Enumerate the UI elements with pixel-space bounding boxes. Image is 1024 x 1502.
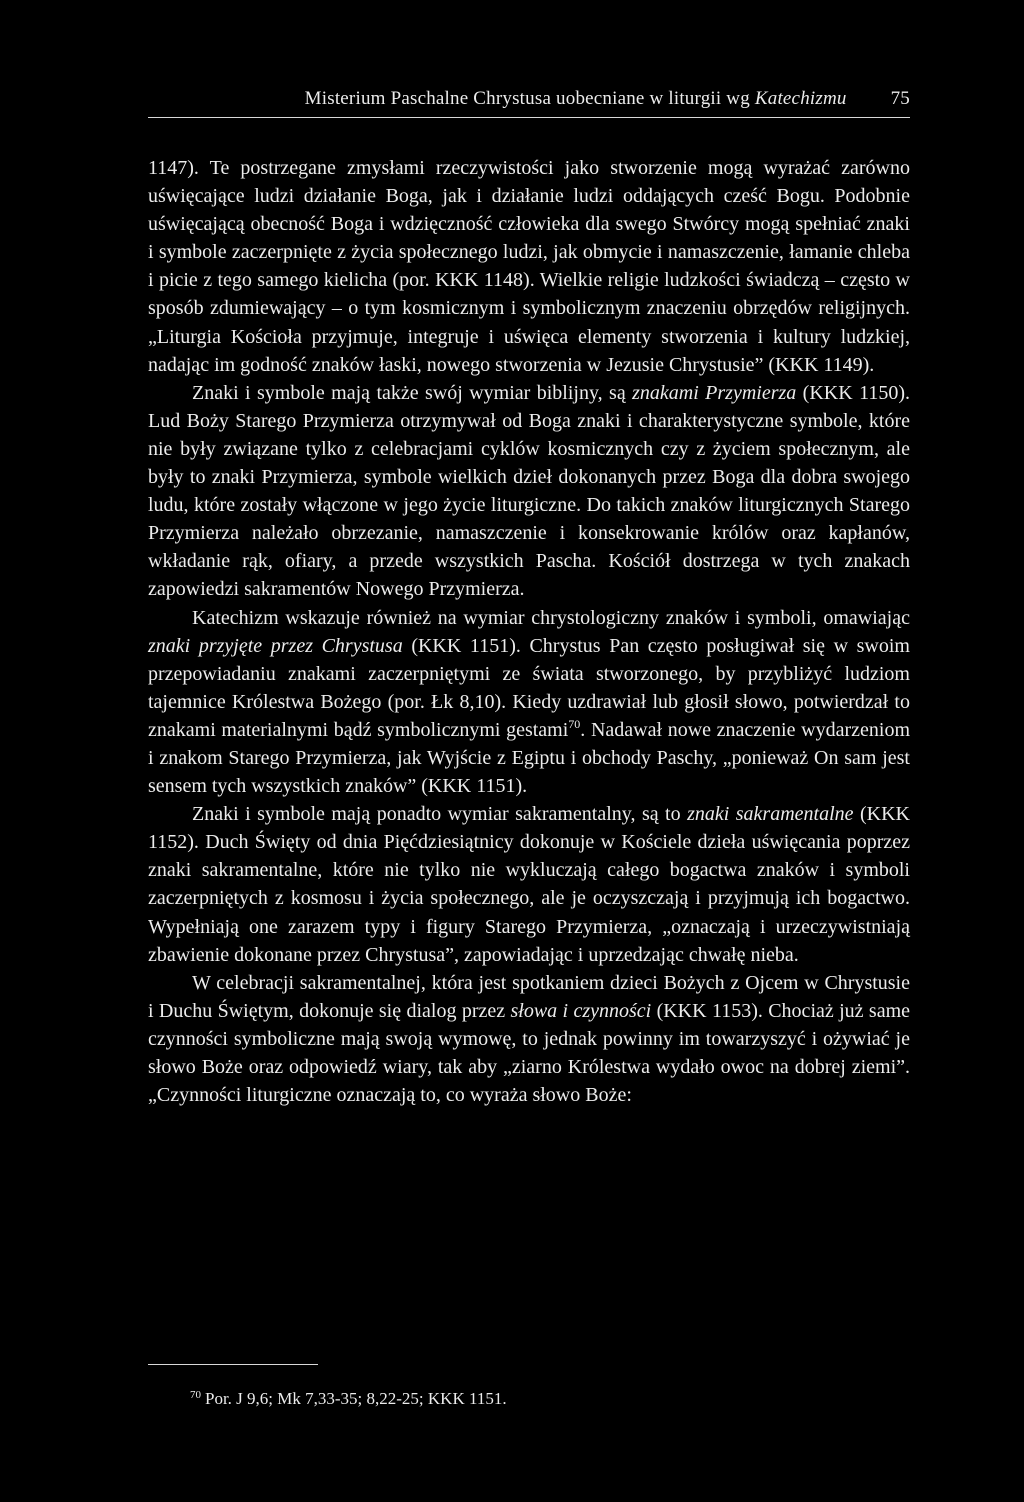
running-title-italic: Katechizmu — [754, 88, 847, 109]
footnote — [190, 1384, 507, 1410]
text-run: 1147). Te postrzegane zmysłami rzeczywistości jako stworzenie mogą wyrażać zarówno uświęcające ludzi działanie Boga, jak i działanie ludzi oddających cześć Bogu. Podobnie uświęcającą obecność Boga i wdzięczność człowieka dla swego Stwórcy mogą spełniać znaki i symbole zaczerpnięte z życia społecznego ludzi, jak obmycie i namaszczenie, łamanie chleba i picie z tego samego kielicha (por. KKK 1148). Wielkie religie ludzkości świadczą – często w sposób zdumiewający – o tym kosmicznym i symbolicznym znaczeniu obrzędów religijnych. „Liturgia Kościoła przyjmuje, integruje i uświęca elementy stworzenia i kultury ludzkiej, nadając im godność znaków łaski, nowego stworzenia w Jezusie Chrystusie” (KKK 1149). — [148, 157, 910, 376]
running-title-plain: Misterium Paschalne Chrystusa uobecniane w liturgii wg — [304, 88, 755, 109]
text-run: . Nadawał nowe znaczenie wydarzeniom i znakom Starego Przymierza, jak Wyjście z Egiptu i obchody Paschy, „ponieważ On sam jest sensem tych wszystkich znaków” (KKK 1151). — [148, 718, 910, 798]
text-run: (KKK 1151). Chrystus Pan często posługiwał się w swoim przepowiadaniu znakami zaczerpniętymi ze świata stworzonego, by przybliżyć ludziom tajemnice Królestwa Bożego (por. Łk 8,10). Kiedy uzdrawiał lub głosił słowo, potwierdzał to znakami materialnymi bądź symbolicznymi gestami — [148, 634, 910, 741]
text-run: Katechizm wskazuje również na wymiar chrystologiczny znaków i symboli, omawiając — [192, 606, 910, 629]
footnote-separator — [148, 1364, 318, 1365]
header-rule — [148, 117, 910, 118]
paragraph — [148, 154, 910, 379]
book-page — [148, 0, 910, 1502]
italic-run: znaki przyjęte przez Chrystusa — [148, 634, 403, 657]
text-run: (KKK 1150). Lud Boży Starego Przymierza otrzymywał od Boga znaki i charakterystyczne symbole, które nie były związane tylko z celebracjami cyklów kosmicznych czy z życiem społecznym, ale były to znaki Przymierza, symbole wielkich dzieł dokonanych przez Boga dla dobra swojego ludu, które zostały włączone w jego życie liturgiczne. Do takich znaków liturgicznych Starego Przymierza należało obrzezanie, namaszczenie i konsekrowanie królów oraz kapłanów, wkładanie rąk, ofiary, a przede wszystkich Pascha. Kościół dostrzega w tych znakach zapowiedzi sakramentów Nowego Przymierza. — [148, 381, 910, 601]
paragraph — [148, 969, 910, 1109]
text-run: Znaki i symbole mają ponadto wymiar sakramentalny, są to — [192, 803, 688, 826]
paragraph — [148, 379, 910, 604]
running-title — [305, 88, 847, 110]
footnote-number: 70 — [190, 1389, 201, 1401]
text-run: (KKK 1152). Duch Święty od dnia Pięćdziesiątnicy dokonuje w Kościele dzieła uświęcania poprzez znaki sakramentalne, które nie tylko nie wykluczają całego bogactwa znaków i symboli zaczerpniętych z kosmosu i życia społecznego, ale je oczyszczają i przyjmują ich bogactwo. Wypełniają one zarazem typy i figury Starego Przymierza, „oznaczają i urzeczywistniają zbawienie dokonane przez Chrystusa”, zapowiadając i uprzedzając chwałę nieba. — [148, 803, 910, 966]
text-run: W celebracji sakramentalnej, która jest spotkaniem dzieci Bożych z Ojcem w Chrystusie i Duchu Świętym, dokonuje się dialog przez — [148, 971, 910, 1022]
text-run: Znaki i symbole mają także swój wymiar biblijny, są — [192, 381, 633, 404]
footnote-text: Por. J 9,6; Mk 7,33-35; 8,22-25; KKK 1151. — [205, 1389, 507, 1408]
italic-run: słowa i czynności — [510, 999, 652, 1022]
footnote-ref: 70 — [568, 716, 581, 731]
italic-run: znakami Przymierza — [632, 381, 797, 404]
paragraph — [148, 800, 910, 969]
body-text — [148, 154, 910, 1109]
page-number: 75 — [890, 88, 910, 109]
italic-run: znaki sakramentalne — [687, 803, 854, 826]
paragraph — [148, 604, 910, 801]
text-run: (KKK 1153). Chociaż już same czynności symboliczne mają swoją wymowę, to jednak powinny im towarzyszyć i ożywiać je słowo Boże oraz odpowiedź wiary, tak aby „ziarno Królestwa wydało owoc na dobrej ziemi”. „Czynności liturgiczne oznaczają to, co wyraża słowo Boże: — [148, 999, 911, 1107]
running-header — [148, 88, 910, 110]
